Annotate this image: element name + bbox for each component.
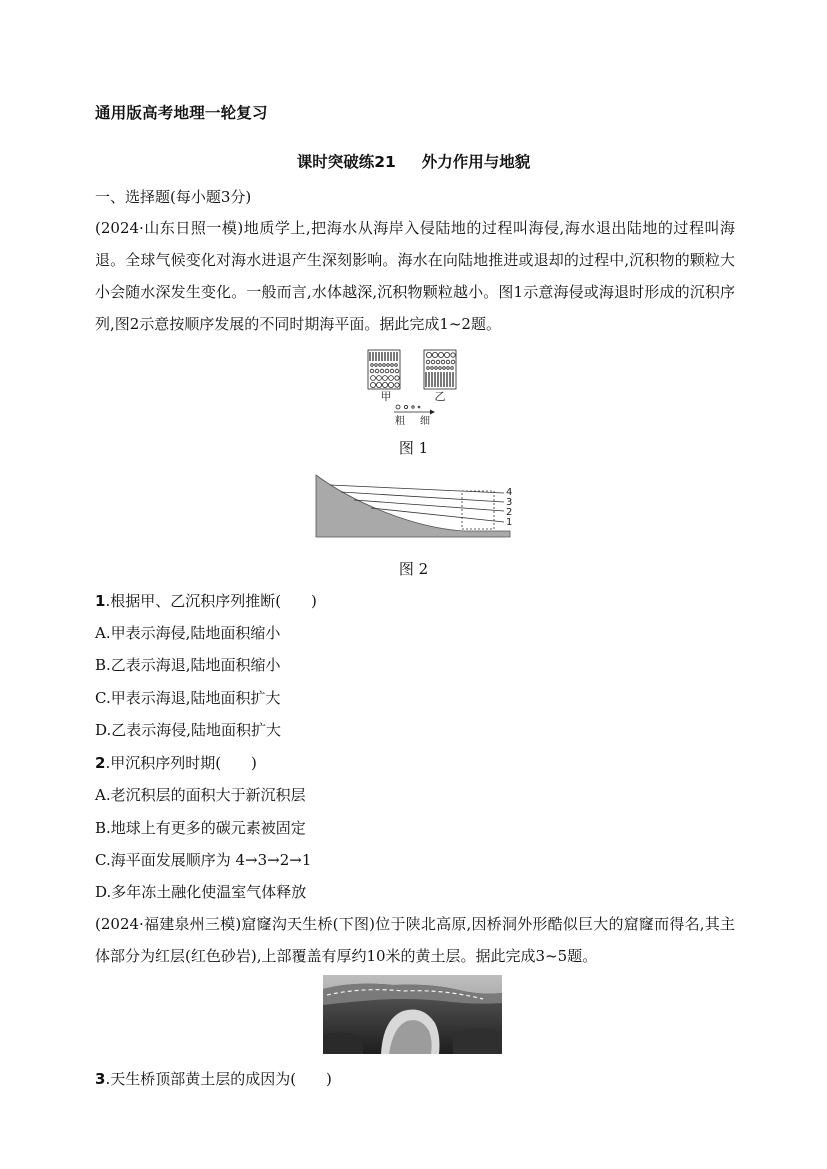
question-1-stem: [95, 590, 317, 611]
question-2-option-a[interactable]: A.老沉积层的面积大于新沉积层: [95, 786, 306, 804]
question-2-option-d[interactable]: D.多年冻土融化使温室气体释放: [95, 883, 307, 901]
level-label-3: 3: [506, 497, 513, 508]
passage-1: (2024·山东日照一模)地质学上,把海水从海岸入侵陆地的过程叫海侵,海水退出陆地的过程叫海退。全球气候变化对海水进退产生深刻影响。海水在向陆地推进或退却的过程中,沉积物的颗粒大小会随水深发生变化。一般而言,水体越深,沉积物颗粒越小。图1示意海侵或海退时形成的沉积序列,图2示意按顺序发展的不同时期海平面。据此完成1~2题。: [95, 219, 735, 333]
seabed-slope: [316, 475, 513, 537]
question-2-option-b[interactable]: B.地球上有更多的碳元素被固定: [95, 819, 306, 837]
sea-level-4: [330, 485, 504, 493]
level-label-1: 1: [506, 517, 513, 528]
figure-1-sedimentary-sequences: [360, 348, 470, 430]
label-coarse: 粗: [395, 416, 405, 427]
level-label-2: 2: [506, 507, 513, 518]
column-jia: [368, 350, 400, 389]
passage-2: (2024·福建泉州三模)窟窿沟天生桥(下图)位于陕北高原,因桥洞外形酷似巨大的窟窿而得名,其主体部分为红层(红色砂岩),上部覆盖有厚约10米的黄土层。据此完成3~5题。: [95, 915, 735, 965]
document-header: 通用版高考地理一轮复习: [95, 104, 268, 122]
question-2-number: 2: [95, 754, 106, 772]
question-3-text: .天生桥顶部黄土层的成因为( ): [105, 1070, 332, 1088]
question-1-number: 1: [95, 592, 106, 610]
question-2-option-c[interactable]: C.海平面发展顺序为 4→3→2→1: [95, 851, 312, 869]
level-label-4: 4: [506, 487, 513, 498]
grain-size-legend: [394, 405, 435, 415]
question-2-text: .甲沉积序列时期( ): [105, 754, 257, 772]
question-1-option-b[interactable]: B.乙表示海退,陆地面积缩小: [95, 656, 281, 674]
question-1-option-d[interactable]: D.乙表示海侵,陆地面积扩大: [95, 721, 282, 739]
question-1-option-a[interactable]: A.甲表示海侵,陆地面积缩小: [95, 624, 281, 642]
question-1-option-c[interactable]: C.甲表示海退,陆地面积扩大: [95, 689, 281, 707]
label-yi: 乙: [434, 390, 446, 403]
figure-2-sea-levels: [314, 473, 514, 539]
question-3-number: 3: [95, 1070, 106, 1088]
label-jia: 甲: [380, 390, 392, 403]
question-2-stem: [95, 752, 257, 773]
section-heading: 一、选择题(每小题3分): [95, 188, 252, 206]
document-title: [0, 150, 827, 172]
question-3-stem: [95, 1068, 332, 1089]
label-fine: 细: [420, 416, 430, 427]
natural-bridge-photo: [323, 975, 502, 1054]
title-topic: 外力作用与地貌: [421, 153, 531, 171]
figure-2-caption: 图 2: [398, 560, 429, 578]
question-1-text: .根据甲、乙沉积序列推断( ): [105, 592, 317, 610]
column-yi: [424, 350, 456, 389]
title-prefix: 课时突破练21: [296, 153, 396, 171]
figure-1-caption: 图 1: [398, 439, 429, 457]
